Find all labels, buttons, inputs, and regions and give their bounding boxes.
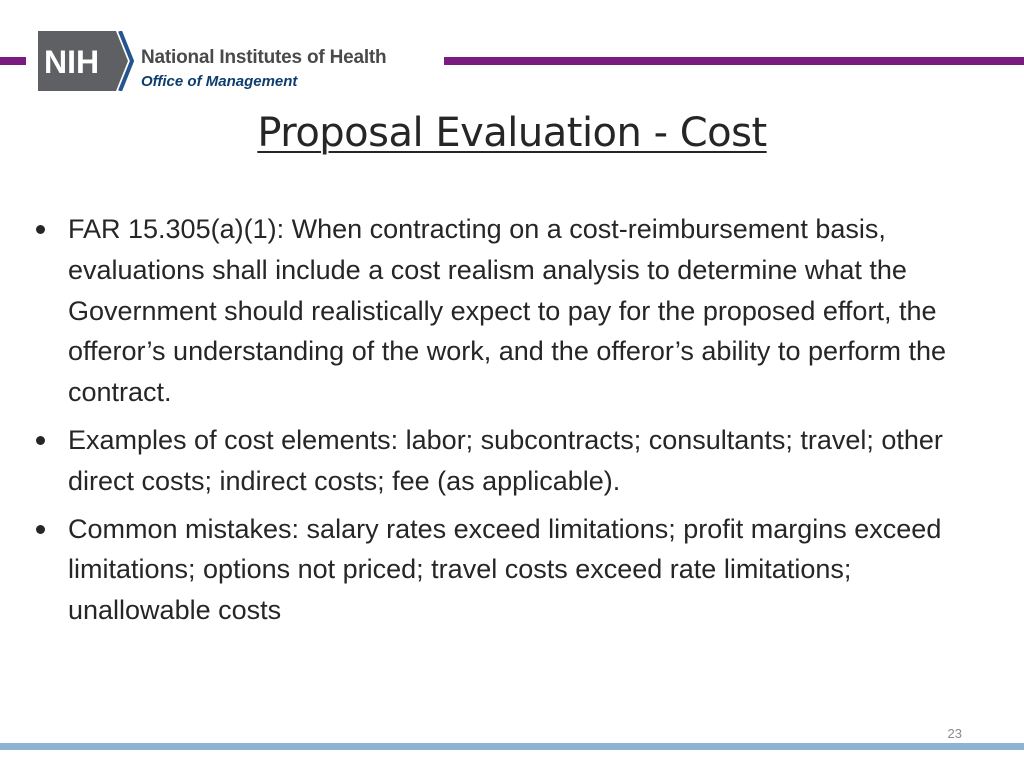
- slide-number: 23: [947, 726, 962, 741]
- bullet-item: [36, 209, 986, 413]
- bullet-dot-icon: [36, 525, 45, 534]
- nih-logo: [38, 31, 134, 91]
- header-stripe-left: [0, 57, 26, 65]
- bullet-dot-icon: [36, 225, 45, 234]
- bullet-list: [36, 209, 986, 638]
- footer-bar: [0, 743, 1024, 750]
- bullet-dot-icon: [36, 436, 45, 445]
- bullet-item: [36, 509, 986, 631]
- slide-title: Proposal Evaluation - Cost: [257, 110, 767, 156]
- bullet-text: Examples of cost elements: labor; subcontracts; consultants; travel; other direct costs; indirect costs; fee (as applicable).: [68, 424, 943, 496]
- bullet-item: [36, 420, 986, 502]
- header-stripe-right: [444, 57, 1024, 65]
- bullet-text: Common mistakes: salary rates exceed limitations; profit margins exceed limitations; options not priced; travel costs exceed rate limitations; unallowable costs: [68, 513, 942, 626]
- nih-logo-text: NIH: [44, 44, 100, 80]
- organization-name: National Institutes of Health: [141, 47, 387, 68]
- bullet-text: FAR 15.305(a)(1): When contracting on a cost-reimbursement basis, evaluations shall include a cost realism analysis to determine what the Government should realistically expect to pay for the proposed effort, the offeror’s understanding of the work, and the offeror’s ability to perform the contract.: [68, 214, 947, 408]
- organization-subtitle: Office of Management: [141, 73, 298, 90]
